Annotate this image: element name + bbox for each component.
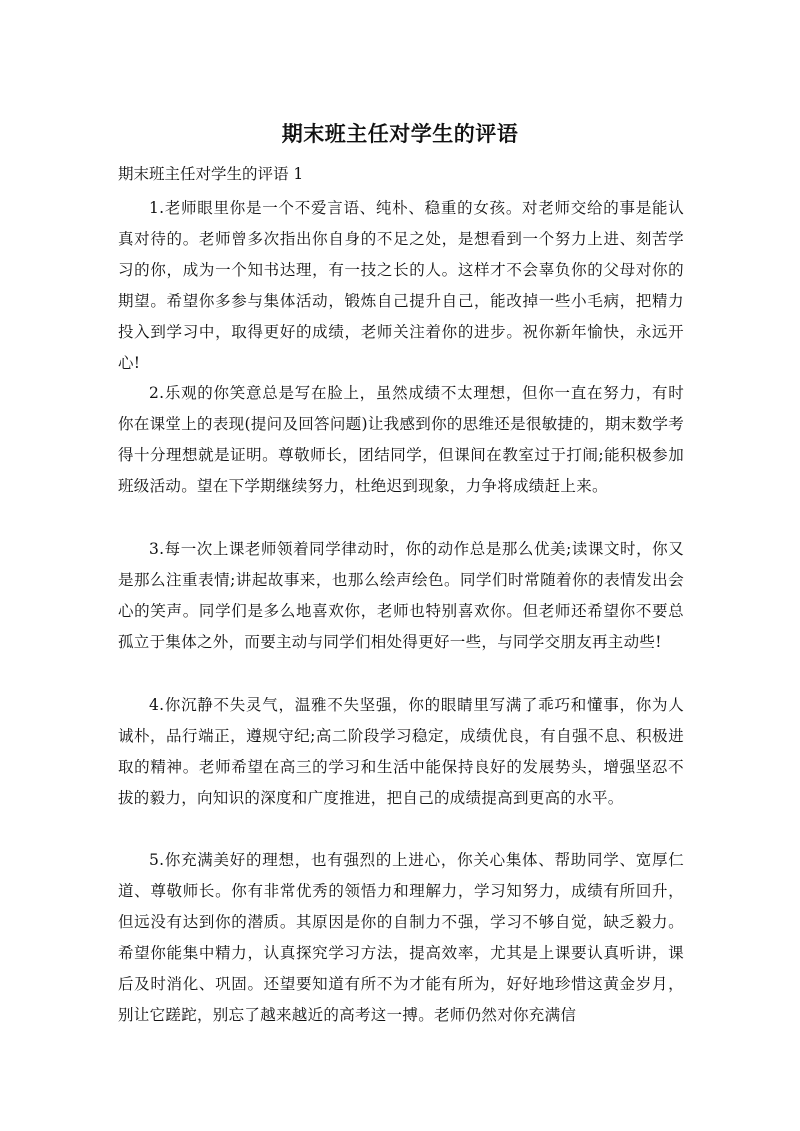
comment-paragraph-5: 5.你充满美好的理想，也有强烈的上进心，你关心集体、帮助同学、宽厚仁道、尊敬师长。你有非常优秀的领悟力和理解力，学习知努力，成绩有所回升，但远没有达到你的潜质。其原因是你的自制力不强，学习不够自觉，缺乏毅力。希望你能集中精力，认真探究学习方法，提高效率，尤其是上课要认真听讲，课后及时消化、巩固。还望要知道有所不为才能有所为，好好地珍惜这黄金岁月，别让它蹉跎，别忘了越来越近的高考这一搏。老师仍然对你充满信: [118, 851, 684, 1024]
comment-paragraph-4: 4.你沉静不失灵气，温雅不失坚强，你的眼睛里写满了乖巧和懂事，你为人诚朴，品行端正，遵规守纪;高二阶段学习稳定，成绩优良，有自强不息、积极进取的精神。老师希望在高三的学习和生活中能保持良好的发展势头，增强坚忍不拔的毅力，向知识的深度和广度推进，把自己的成绩提高到更高的水平。: [118, 696, 684, 807]
comment-paragraph-1: 1.老师眼里你是一个不爱言语、纯朴、稳重的女孩。对老师交给的事是能认真对待的。老师曾多次指出你自身的不足之处，是想看到一个努力上进、刻苦学习的你，成为一个知书达理，有一技之长的人。这样才不会辜负你的父母对你的期望。希望你多参与集体活动，锻炼自己提升自己，能改掉一些小毛病，把精力投入到学习中，取得更好的成绩，老师关注着你的进步。祝你新年愉快，永远开心!: [118, 199, 684, 372]
section-subtitle: 期末班主任对学生的评语 1: [118, 165, 304, 183]
document-title: 期末班主任对学生的评语: [281, 122, 519, 146]
comment-paragraph-2: 2.乐观的你笑意总是写在脸上，虽然成绩不太理想，但你一直在努力，有时你在课堂上的表现(提问及回答问题)让我感到你的思维还是很敏捷的，期末数学考得十分理想就是证明。尊敬师长，团结同学，但课间在教室过于打闹;能积极参加班级活动。望在下学期继续努力，杜绝迟到现象，力争将成绩赶上来。: [118, 384, 684, 495]
comment-paragraph-3: 3.每一次上课老师领着同学律动时，你的动作总是那么优美;读课文时，你又是那么注重表情;讲起故事来，也那么绘声绘色。同学们时常随着你的表情发出会心的笑声。同学们是多么地喜欢你，老师也特别喜欢你。但老师还希望你不要总孤立于集体之外，而要主动与同学们相处得更好一些，与同学交朋友再主动些!: [118, 540, 684, 651]
